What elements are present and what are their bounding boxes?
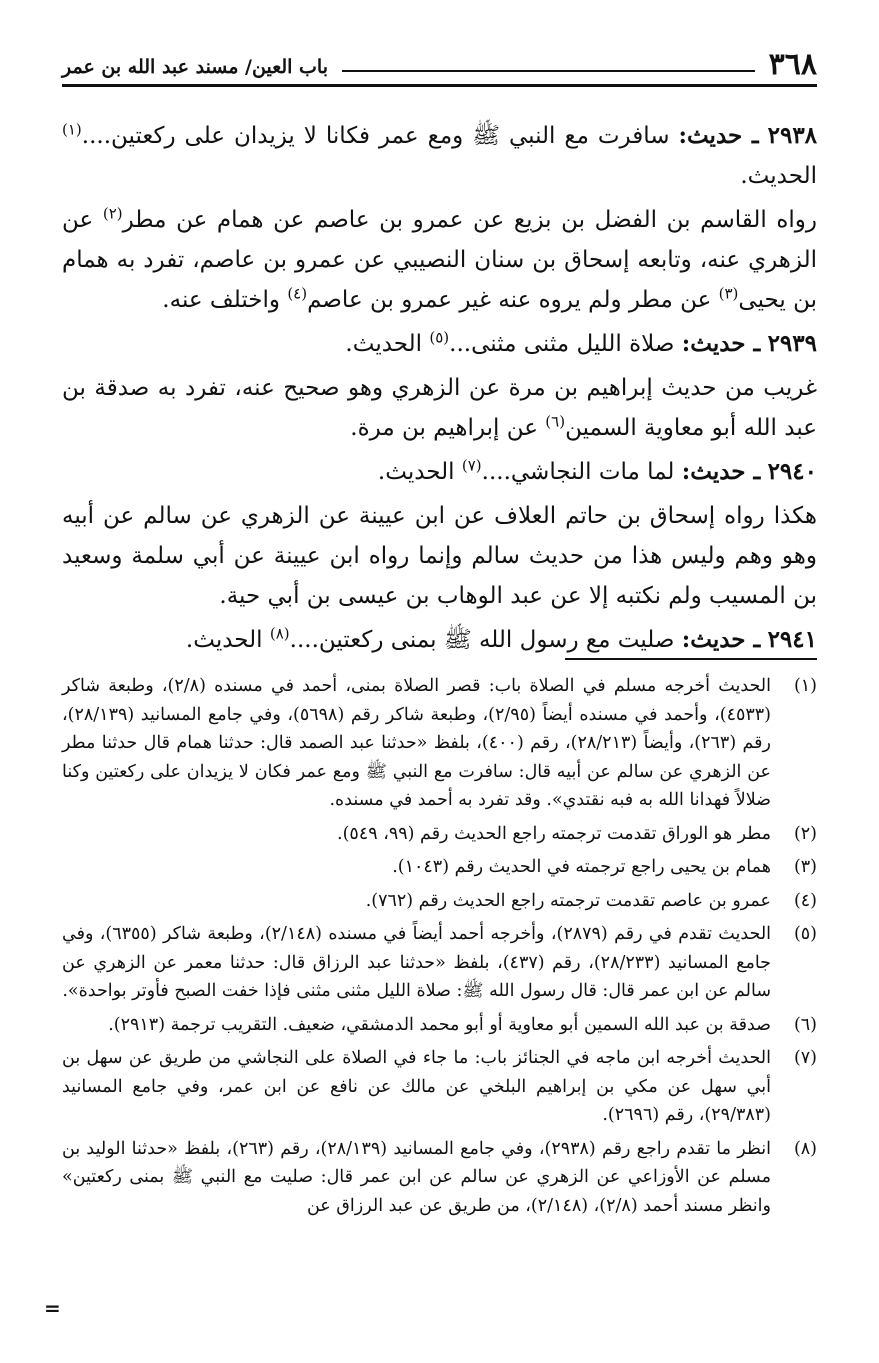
footnote-6 — [62, 1011, 817, 1040]
hadith-entry-2938 — [62, 116, 817, 196]
hadith-text: الحديث. — [185, 627, 263, 653]
footnote-ref: (٥) — [429, 328, 450, 347]
hadith-keyword: ـ حديث: — [681, 458, 761, 485]
footnote-text: مطر هو الوراق تقدمت ترجمته راجع الحديث رقم (٩٩، ٥٤٩). — [337, 823, 771, 844]
commentary-text: عن مطر ولم يروه عنه غير عمرو بن عاصم — [307, 287, 712, 313]
header-rule — [342, 70, 755, 72]
hadith-text: الحديث. — [345, 331, 423, 357]
footnote-ref: (٣) — [718, 284, 739, 303]
footnote-marker: (٨) — [793, 1138, 817, 1159]
commentary-paragraph — [62, 368, 817, 448]
footnote-ref: (٤) — [287, 284, 308, 303]
footnote-text: الحديث أخرجه مسلم في الصلاة باب: قصر الصلاة بمنى، أحمد في مسنده (٢/٨)، وطبعة شاكر (٤٥٣٣)، وأحمد في مسنده أيضاً (٢/٩٥)، وطبعة شاكر رقم (٥٦٩٨)، وفي جامع المسانيد (٢٨/١٣٩)، رقم (٢٦٣)، وأيضاً (٢٨/٢١٣)، رقم (٤٠٠)، بلفظ «حدثنا عبد الصمد قال: حدثنا همام قال حدثنا مطر عن الزهري عن سالم عن أبيه قال: سافرت مع النبي ﷺ ومع عمر فكان لا يزيدان على ركعتين وكنا ضلالاً فهدانا الله به فبه نقتدي». وقد تفرد به أحمد في مسنده. — [62, 676, 771, 810]
hadith-entry-2939 — [62, 324, 817, 364]
hadith-text: صليت مع رسول الله ﷺ بمنى ركعتين.... — [289, 627, 675, 653]
footnote-marker: (٢) — [793, 823, 817, 844]
hadith-text: لما مات النجاشي.... — [481, 459, 675, 485]
hadith-keyword: ـ حديث: — [681, 626, 761, 653]
footnote-ref: (٢) — [102, 204, 123, 223]
hadith-number: ٢٩٣٩ — [767, 330, 817, 357]
footnote-marker: (٦) — [793, 1014, 817, 1035]
footnote-4 — [62, 887, 817, 916]
page-header — [62, 44, 817, 87]
footnotes — [62, 672, 817, 1225]
commentary-text: عن الزهري عنه، وتابعه إسحاق بن سنان النصيبي عن عمرو بن عاصم، تفرد به همام بن يحيى — [62, 207, 817, 313]
footnote-1 — [62, 672, 817, 815]
hadith-keyword: ـ حديث: — [678, 122, 759, 149]
footnote-7 — [62, 1044, 817, 1130]
continuation-mark: = — [44, 1296, 61, 1320]
footnote-5 — [62, 920, 817, 1006]
footnote-text: انظر ما تقدم راجع رقم (٢٩٣٨)، وفي جامع المسانيد (٢٨/١٣٩)، رقم (٢٦٣)، بلفظ «حدثنا الوليد بن مسلم عن الأوزاعي عن الزهري عن سالم عن ابن عمر قال: صليت مع النبي ﷺ بمنى ركعتين» وانظر مسند أحمد (٢/٨)، (٢/١٤٨)، من طريق عن عبد الرزاق عن — [62, 1138, 771, 1216]
hadith-number: ٢٩٤٠ — [767, 458, 817, 485]
hadith-text: الحديث. — [740, 163, 817, 189]
footnote-text: عمرو بن عاصم تقدمت ترجمته راجع الحديث رقم (٧٦٢). — [365, 890, 771, 911]
commentary-text: عن إبراهيم بن مرة. — [350, 415, 538, 441]
footnote-text: صدقة بن عبد الله السمين أبو معاوية أو أبو محمد الدمشقي، ضعيف. التقريب ترجمة (٢٩١٣). — [108, 1014, 771, 1035]
footnote-marker: (٥) — [793, 924, 817, 944]
hadith-text: صلاة الليل مثنى مثنى... — [449, 331, 675, 357]
hadith-entry-2940 — [62, 452, 817, 492]
footnote-text: الحديث أخرجه ابن ماجه في الجنائز باب: ما جاء في الصلاة على النجاشي من طريق عن سهل بن أبي سهل عن مكي بن إبراهيم البلخي عن مالك عن نافع عن ابن عمر، وفي جامع المسانيد (٢٩/٣٨٣)، رقم (٢٦٩٦). — [62, 1048, 771, 1125]
commentary-text: غريب من حديث إبراهيم بن مرة عن الزهري وهو صحيح عنه، تفرد به صدقة بن عبد الله أبو معاوية السمين — [62, 375, 817, 441]
page-number: ٣٦٨ — [768, 47, 817, 82]
footnote-marker: (٣) — [793, 857, 817, 877]
footnote-text: همام بن يحيى راجع ترجمته في الحديث رقم (١٠٤٣). — [392, 857, 771, 877]
commentary-paragraph — [62, 496, 817, 616]
commentary-paragraph — [62, 200, 817, 320]
footnote-2 — [62, 820, 817, 849]
footnote-3 — [62, 853, 817, 882]
commentary-text: واختلف عنه. — [162, 287, 280, 313]
main-text — [62, 116, 817, 664]
footnote-ref: (٨) — [269, 624, 290, 643]
footnote-ref: (٦) — [545, 412, 566, 431]
footnote-marker: (٧) — [793, 1048, 817, 1068]
hadith-entry-2941 — [62, 620, 817, 660]
footnote-text: الحديث تقدم في رقم (٢٨٧٩)، وأخرجه أحمد أيضاً في مسنده (٢/١٤٨)، وطبعة شاكر (٦٣٥٥)، وفي جامع المسانيد (٢٨/٢٣٣)، رقم (٤٣٧)، بلفظ «حدثنا عبد الرزاق قال: حدثنا معمر عن الزهري عن سالم عن ابن عمر قال: قال رسول الله ﷺ: صلاة الليل مثنى مثنى فإذا خفت الصبح فأوتر بواحدة». — [62, 924, 772, 1001]
running-title: باب العين/ مسند عبد الله بن عمر — [62, 56, 328, 78]
commentary-text: هكذا رواه إسحاق بن حاتم العلاف عن ابن عيينة عن الزهري عن سالم عن أبيه وهو وهم وليس هذا من حديث سالم وإنما رواه ابن عيينة عن أبي سلمة وسعيد بن المسيب ولم نكتبه إلا عن عبد الوهاب بن عيسى بن أبي حية. — [62, 503, 817, 609]
footnote-divider — [565, 658, 817, 660]
hadith-keyword: ـ حديث: — [681, 330, 761, 357]
commentary-text: رواه القاسم بن الفضل بن بزيع عن عمرو بن عاصم عن همام عن مطر — [122, 207, 818, 233]
footnote-marker: (١) — [793, 676, 817, 696]
footnote-marker: (٤) — [793, 890, 817, 911]
footnote-ref: (٧) — [461, 456, 482, 475]
footnote-ref: (١) — [62, 120, 82, 139]
hadith-text: الحديث. — [377, 459, 455, 485]
footnote-8 — [62, 1135, 817, 1221]
hadith-number: ٢٩٤١ — [767, 626, 817, 653]
hadith-text: سافرت مع النبي ﷺ ومع عمر فكانا لا يزيدان على ركعتين.... — [81, 123, 670, 149]
hadith-number: ٢٩٣٨ — [767, 122, 818, 149]
